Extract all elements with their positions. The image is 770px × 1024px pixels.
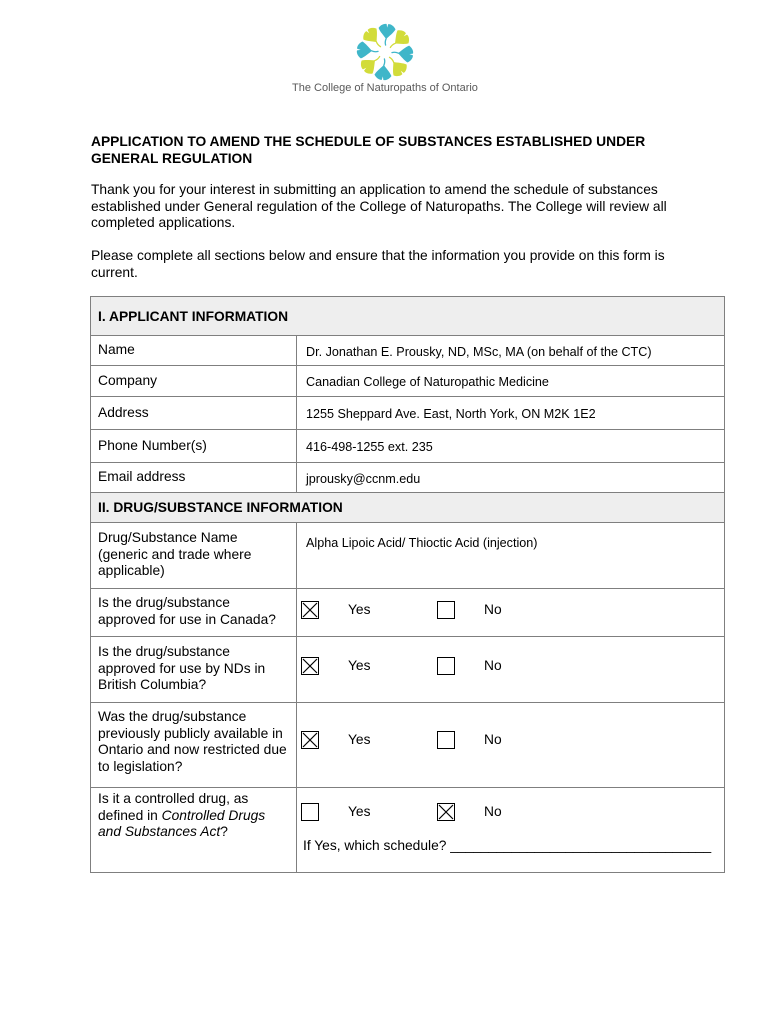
schedule-blank-field[interactable]: If Yes, which schedule? __________________________________ <box>303 838 712 853</box>
yes-label: Yes <box>348 804 371 819</box>
field-row-address <box>91 397 724 430</box>
no-checkbox[interactable] <box>437 657 455 675</box>
question-label: Is the drug/substance approved for use in Canada? <box>91 589 297 636</box>
checkmark-x-icon <box>302 658 318 674</box>
field-label-address: Address <box>91 397 297 429</box>
document-title: APPLICATION TO AMEND THE SCHEDULE OF SUBSTANCES ESTABLISHED UNDER GENERAL REGULATION <box>91 134 646 166</box>
ginkgo-leaf <box>374 58 393 81</box>
field-label-phone: Phone Number(s) <box>91 430 297 462</box>
field-label-name: Name <box>91 336 297 365</box>
no-checkbox[interactable] <box>437 601 455 619</box>
no-checkbox[interactable] <box>437 731 455 749</box>
checkmark-x-icon <box>302 732 318 748</box>
question-row-approved-canada <box>91 589 724 637</box>
question-label-end: ? <box>220 824 228 839</box>
question-row-previously-available <box>91 703 724 788</box>
field-row-substance-name <box>91 523 724 589</box>
yes-checkbox[interactable] <box>301 601 319 619</box>
yes-label: Yes <box>348 658 371 673</box>
field-label-email: Email address <box>91 463 297 492</box>
field-label-company: Company <box>91 366 297 396</box>
no-label: No <box>484 602 502 617</box>
yes-checkbox[interactable] <box>301 657 319 675</box>
yes-no-options <box>297 803 517 821</box>
answer-cell <box>297 788 724 872</box>
application-form-table <box>90 296 725 873</box>
name-field[interactable]: Dr. Jonathan E. Prousky, ND, MSc, MA (on behalf of the CTC) <box>306 344 652 359</box>
yes-no-options <box>297 601 517 619</box>
no-checkbox[interactable] <box>437 803 455 821</box>
question-label <box>91 788 297 872</box>
yes-label: Yes <box>348 602 371 617</box>
question-label-text: Is it a controlled drug, as defined in <box>98 791 249 823</box>
ginkgo-leaf-ring-icon <box>355 22 415 82</box>
ginkgo-leaf <box>356 41 379 60</box>
ginkgo-leaf <box>391 44 414 63</box>
ginkgo-leaf <box>377 23 396 46</box>
intro-paragraph: Thank you for your interest in submitting an application to amend the schedule of substances established under General regulation of the College of Naturopaths. The College will review all completed applications. <box>91 182 667 230</box>
yes-checkbox[interactable] <box>301 803 319 821</box>
answer-cell <box>297 589 724 636</box>
question-label: Is the drug/substance approved for use by NDs in British Columbia? <box>91 637 297 702</box>
field-label-substance-name: Drug/Substance Name (generic and trade where applicable) <box>91 523 297 588</box>
section-title: II. DRUG/SUBSTANCE INFORMATION <box>98 500 343 515</box>
field-row-company <box>91 366 724 397</box>
checkmark-x-icon <box>438 804 454 820</box>
field-row-phone <box>91 430 724 463</box>
letterhead <box>0 0 770 100</box>
substance-name-field[interactable]: Alpha Lipoic Acid/ Thioctic Acid (injection) <box>306 536 538 550</box>
address-field[interactable]: 1255 Sheppard Ave. East, North York, ON M2K 1E2 <box>306 407 596 421</box>
section-heading-applicant-information <box>91 297 724 336</box>
phone-field[interactable]: 416-498-1255 ext. 235 <box>306 440 433 454</box>
organization-name: The College of Naturopaths of Ontario <box>292 82 478 94</box>
yes-no-options <box>297 657 517 675</box>
question-row-controlled-drug <box>91 788 724 873</box>
no-label: No <box>484 732 502 747</box>
field-row-email <box>91 463 724 493</box>
field-row-name <box>91 336 724 366</box>
checkmark-x-icon <box>302 602 318 618</box>
yes-label: Yes <box>348 732 371 747</box>
answer-cell <box>297 637 724 702</box>
section-heading-drug-substance-information <box>91 493 724 523</box>
company-field[interactable]: Canadian College of Naturopathic Medicine <box>306 375 549 389</box>
section-title: I. APPLICANT INFORMATION <box>98 308 289 324</box>
email-field[interactable]: jprousky@ccnm.edu <box>306 471 421 486</box>
no-label: No <box>484 804 502 819</box>
question-row-approved-bc <box>91 637 724 703</box>
yes-checkbox[interactable] <box>301 731 319 749</box>
answer-cell <box>297 703 724 787</box>
act-title: Controlled Drugs and Substances Act <box>98 807 266 839</box>
question-label: Was the drug/substance previously publicly available in Ontario and now restricted due to legislation? <box>91 703 297 787</box>
yes-no-options <box>297 731 517 749</box>
no-label: No <box>484 658 502 673</box>
instructions-paragraph: Please complete all sections below and ensure that the information you provide on this form is current. <box>91 248 665 280</box>
